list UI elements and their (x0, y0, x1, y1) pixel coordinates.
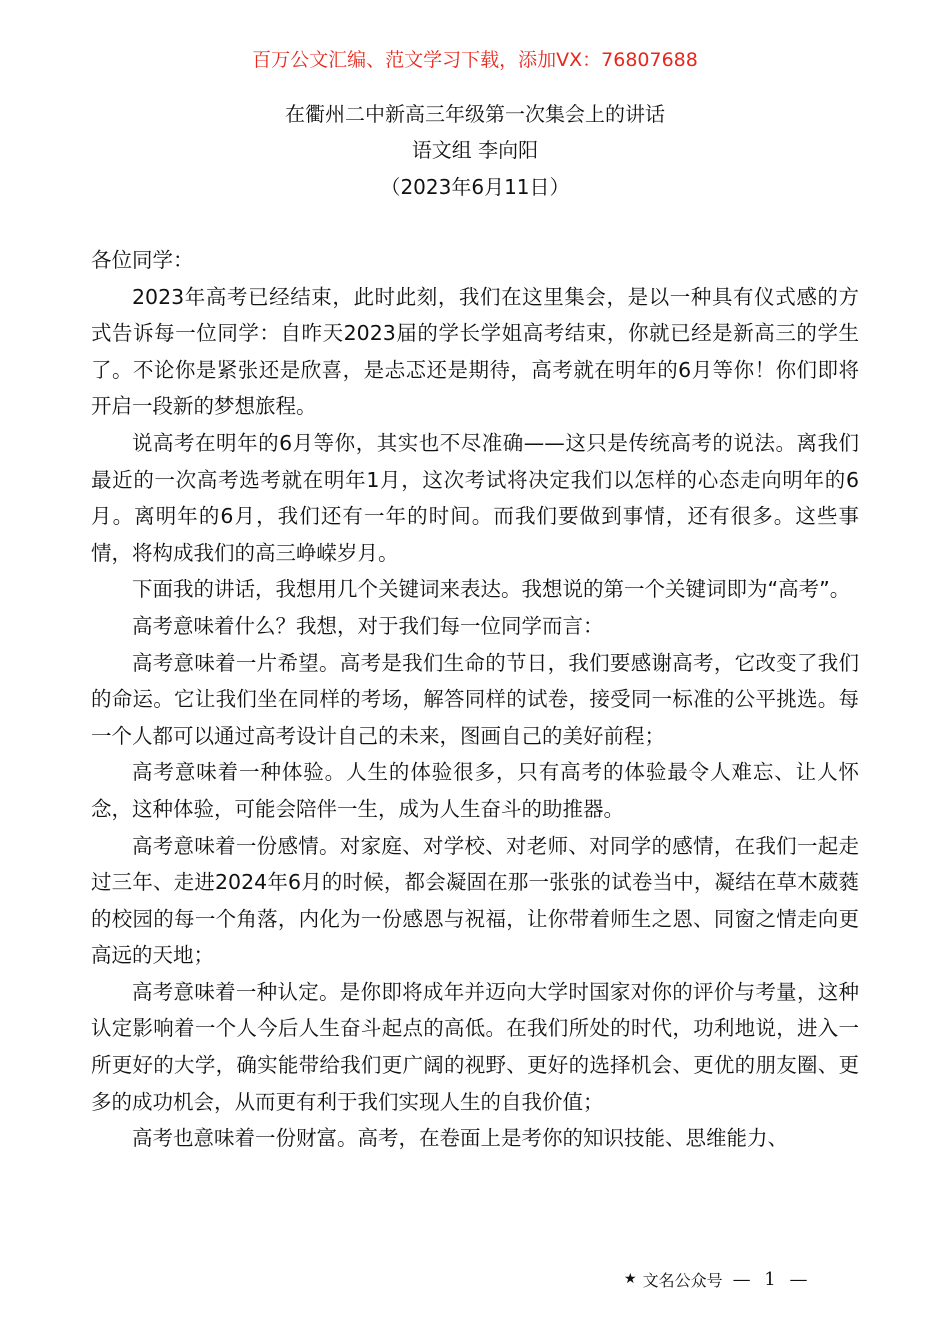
paragraph: 说高考在明年的6月等你，其实也不尽准确——这只是传统高考的说法。离我们最近的一次高考选考就在明年1月，这次考试将决定我们以怎样的心态走向明年的6月。离明年的6月，我们还有一年的时间。而我们要做到事情，还有很多。这些事情，将构成我们的高三峥嵘岁月。 (91, 430, 859, 565)
paragraph: 高考意味着什么？我想，对于我们每一位同学而言： (132, 613, 604, 638)
star-icon: ★ (624, 1271, 637, 1287)
page-number: — 1 — (732, 1268, 812, 1290)
author-line: 语文组 李向阳 (411, 138, 539, 162)
paragraph: 高考也意味着一份财富。高考，在卷面上是考你的知识技能、思维能力、 (132, 1126, 788, 1151)
watermark-banner: 百万公文汇编、范文学习下载，添加VX：76807688 (252, 49, 698, 71)
paragraph: 高考意味着一片希望。高考是我们生命的节日，我们要感谢高考，它改变了我们的命运。它让我们坐在同样的考场，解答同样的试卷，接受同一标准的公平挑选。每一个人都可以通过高考设计自己的未来，图画自己的美好前程； (91, 650, 859, 748)
speech-body (91, 242, 859, 1157)
paragraph: 高考意味着一种体验。人生的体验很多，只有高考的体验最令人难忘、让人怀念，这种体验，可能会陪伴一生，成为人生奋斗的助推器。 (91, 760, 859, 821)
paragraph: 高考意味着一份感情。对家庭、对学校、对老师、对同学的感情，在我们一起走过三年、走进2024年6月的时候，都会凝固在那一张张的试卷当中，凝结在草木葳蕤的校园的每一个角落，内化为一份感恩与祝福，让你带着师生之恩、同窗之情走向更高远的天地； (91, 833, 859, 968)
footer-source: 文名公众号 (642, 1270, 723, 1290)
salutation: 各位同学： (91, 248, 194, 272)
paragraph: 高考意味着一种认定。是你即将成年并迈向大学时国家对你的评价与考量，这种认定影响着一个人今后人生奋斗起点的高低。在我们所处的时代，功利地说，进入一所更好的大学，确实能带给我们更广阔的视野、更好的选择机会、更优的朋友圈、更多的成功机会，从而更有利于我们实现人生的自我价值； (91, 979, 859, 1114)
paragraph: 下面我的讲话，我想用几个关键词来表达。我想说的第一个关键词即为“高考”。 (132, 577, 851, 602)
paragraph: 2023年高考已经结束，此时此刻，我们在这里集会，是以一种具有仪式感的方式告诉每一位同学：自昨天2023届的学长学姐高考结束，你就已经是新高三的学生了。不论你是紧张还是欣喜，是忐忑还是期待，高考就在明年的6月等你！你们即将开启一段新的梦想旅程。 (91, 284, 859, 419)
date-line: （2023年6月11日） (380, 175, 570, 199)
page-footer (624, 1265, 811, 1293)
speech-title: 在衢州二中新高三年级第一次集会上的讲话 (285, 102, 665, 126)
